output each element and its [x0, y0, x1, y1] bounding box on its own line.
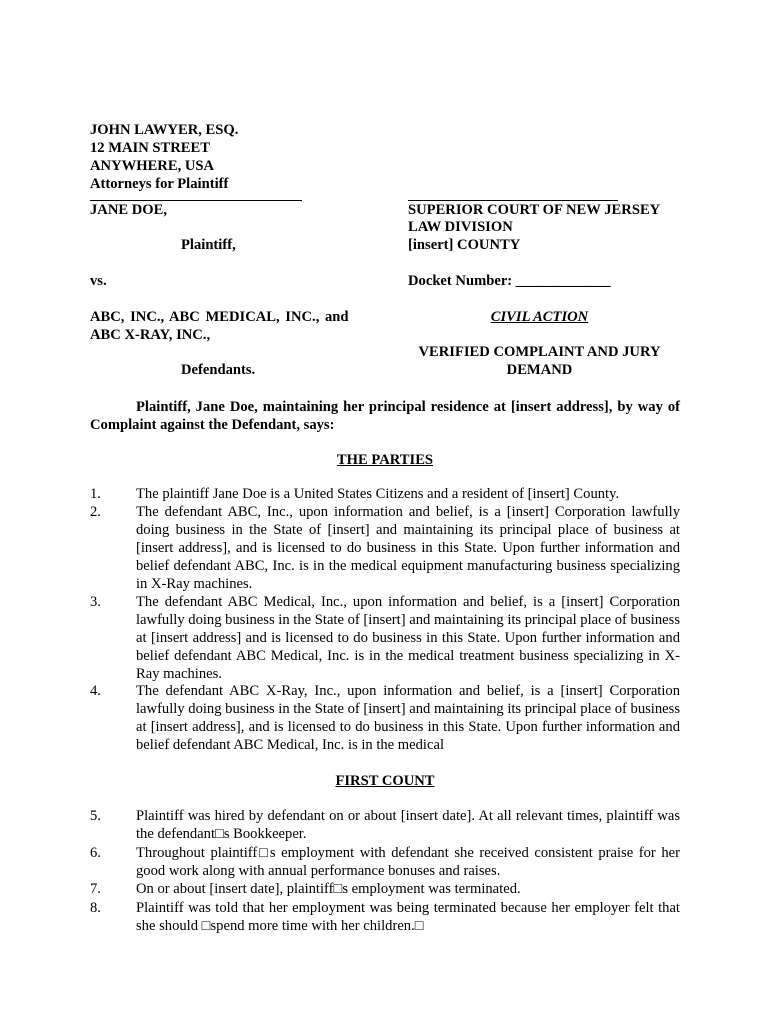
item-text: The plaintiff Jane Doe is a United States Citizens and a resident of [insert] County. [136, 486, 620, 502]
item-number: 8. [90, 900, 101, 916]
court-line2: LAW DIVISION [408, 219, 513, 235]
defendants-line2: ABC X-RAY, INC., [90, 327, 211, 343]
intro-paragraph: Plaintiff, Jane Doe, maintaining her principal residence at [insert address], by way of Complaint against the Defendant, says: [90, 399, 680, 433]
item-number: 6. [90, 845, 101, 861]
vs-label: vs. [90, 273, 107, 289]
item-text: Plaintiff was told that her employment was being terminated because her employer felt that she should □spend more time with her children.□ [136, 900, 680, 934]
item-text: The defendant ABC X-Ray, Inc., upon information and belief, is a [insert] Corporation lawfully doing business in the State of [insert] and maintaining its principal place of business at [insert address], and is licensed to do business in this State. Upon further information and belief defendant ABC Medical, Inc. is in the medical [136, 683, 680, 753]
item-number: 1. [90, 486, 101, 502]
complaint-title-line1: VERIFIED COMPLAINT AND JURY [418, 344, 661, 360]
item-text: Plaintiff was hired by defendant on or about [insert date]. At all relevant times, plaintiff was the defendant□s Bookkeeper. [136, 808, 680, 842]
list-item [90, 593, 680, 683]
item-number: 4. [90, 683, 101, 699]
list-item [90, 844, 680, 880]
list-item [90, 485, 680, 503]
section-heading-parties: THE PARTIES [336, 452, 434, 468]
civil-action-label: CIVIL ACTION [490, 309, 589, 325]
court-line1: SUPERIOR COURT OF NEW JERSEY [408, 202, 661, 218]
list-item [90, 503, 680, 593]
list-item [90, 880, 680, 898]
item-text: Throughout plaintiff□s employment with defendant she received consistent praise for her good work along with annual performance bonuses and raises. [136, 845, 680, 879]
attorney-name: JOHN LAWYER, ESQ. [90, 122, 239, 138]
attorney-role: Attorneys for Plaintiff [90, 176, 229, 192]
attorney-street: 12 MAIN STREET [90, 140, 211, 156]
item-number: 5. [90, 808, 101, 824]
item-text: The defendant ABC Medical, Inc., upon information and belief, is a [insert] Corporation lawfully doing business in the State of [insert] and maintaining its principal place of business at [insert address] and is licensed to do business in this State. Upon further information and belief defendant ABC Medical, Inc. is in the medical treatment business specializing in X-Ray machines. [136, 594, 680, 682]
item-number: 2. [90, 504, 101, 520]
plaintiff-name: JANE DOE, [90, 202, 168, 218]
complaint-title-line2: DEMAND [506, 362, 573, 378]
list-item [90, 899, 680, 935]
list-item [90, 807, 680, 843]
attorney-city: ANYWHERE, USA [90, 158, 215, 174]
section-heading-first-count: FIRST COUNT [335, 773, 435, 789]
defendants-label: Defendants. [181, 362, 256, 378]
item-number: 3. [90, 594, 101, 610]
court-line3: [insert] COUNTY [408, 237, 521, 253]
docket-number: Docket Number: _____________ [408, 273, 611, 289]
plaintiff-label: Plaintiff, [181, 237, 236, 253]
defendants-line1: ABC, INC., ABC MEDICAL, INC., and [90, 309, 349, 325]
list-item [90, 682, 680, 754]
item-text: The defendant ABC, Inc., upon information and belief, is a [insert] Corporation lawfully doing business in the State of [insert] and maintaining its principal place of business at [insert address], and is licensed to do business in this State. Upon further information and belief defendant ABC, Inc. is in the medical equipment manufacturing business specializing in X-Ray machines. [136, 504, 680, 592]
item-number: 7. [90, 881, 101, 897]
item-text: On or about [insert date], plaintiff□s employment was terminated. [136, 881, 521, 897]
